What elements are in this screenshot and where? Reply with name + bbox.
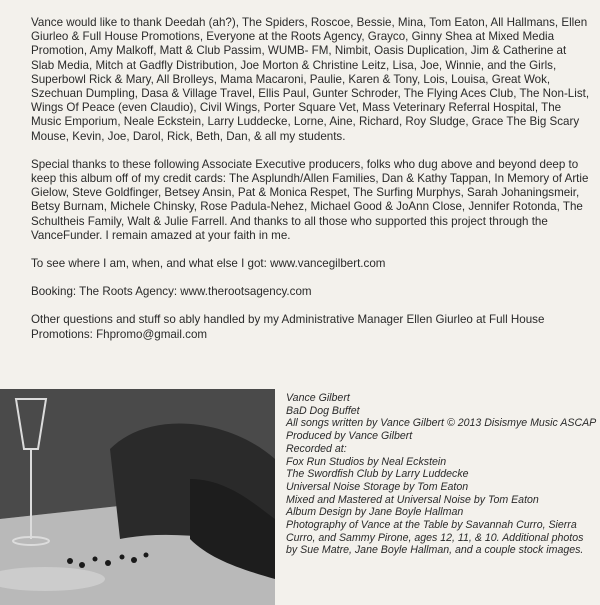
website-line: To see where I am, when, and what else I got: www.vancegilbert.com — [31, 257, 386, 271]
booking-line: Booking: The Roots Agency: www.therootsagency.com — [31, 285, 312, 299]
design-credit: Album Design by Jane Boyle Hallman — [286, 506, 464, 519]
thanks-paragraph: Vance would like to thank Deedah (ah?), The Spiders, Roscoe, Bessie, Mina, Tom Eaton, All Hallmans, Ellen Giurleo & Full House Promotions, Everyone at the Roots Agency, Grayco, Ginny Shea at Mixed Media Promotion, Amy Malkoff, Matt & Club Passim, WUMB- FM, Nimbit, Oasis Duplication, Jim & Catherine at Slab Media, Mitch at Gadfly Distribution, Joe Morton & Christine Leitz, Lisa, Joe, Winnie, and the Girls, Superbowl Rick & Mary, All Brolleys, Mama Macaroni, Paulie, Karen & Tony, Lois, Louisa, Great Wok, Szechuan Dumpling, Dasa & Village Travel, Ellis Paul, Gunter Schroder, The Flying Aces Club, The Non-List, Wings Of Peace (even Claudio), Civil Wings, Porter Square Vet, Mass Veterinary Referral Hospital, The Music Emporium, Neale Eckstein, Larry Luddecke, Lorne, Aine, Richard, Roy Sludge, Grace The Big Scary Mouse, Kevin, Joe, Darol, Rick, Beth, Dan, & all my students. — [31, 16, 590, 143]
album-title: BaD Dog Buffet — [286, 404, 360, 417]
table-photo — [0, 389, 275, 605]
songwriting-credit: All songs written by Vance Gilbert © 2013 Disismye Music ASCAP — [286, 417, 597, 430]
album-credits — [286, 392, 596, 557]
photo-illustration — [0, 389, 275, 605]
studio-credit: The Swordfish Club by Larry Luddecke — [286, 468, 469, 481]
thanks-text — [31, 16, 591, 356]
photography-credit: Photography of Vance at the Table by Savannah Curro, Sierra Curro, and Sammy Pirone, ages 12, 11, & 10. Additional photos by Sue Matre, Jane Boyle Hallman, and a couple stock images. — [286, 519, 584, 557]
mixing-credit: Mixed and Mastered at Universal Noise by Tom Eaton — [286, 493, 539, 506]
producer-credit: Produced by Vance Gilbert — [286, 430, 413, 443]
associate-producers-paragraph: Special thanks to these following Associate Executive producers, folks who dug above and beyond deep to keep this album off of my credit cards: The Asplundh/Allen Families, Dan & Kathy Tappan, In Memory of Artie Gielow, Steve Goldfinger, Betsey Ansin, Pat & Monica Respet, The Surfing Murphys, Sarah Johaningsmeir, Betsy Burnam, Michele Chinsky, Rose Padula-Nehez, Michael Good & JoAnn Close, Jennifer Rotonda, The Schultheis Family, Walt & Julie Farrell. And thanks to all those who supported this project through the VanceFunder. I remain amazed at your faith in me. — [31, 157, 589, 242]
studio-credit: Fox Run Studios by Neal Eckstein — [286, 455, 447, 468]
contact-paragraph: Other questions and stuff so ably handled by my Administrative Manager Ellen Giurleo at Full House Promotions: Fhpromo@gmail.com — [31, 313, 545, 341]
recorded-at-label: Recorded at: — [286, 442, 347, 455]
artist-name: Vance Gilbert — [286, 392, 350, 404]
studio-credit: Universal Noise Storage by Tom Eaton — [286, 480, 469, 493]
